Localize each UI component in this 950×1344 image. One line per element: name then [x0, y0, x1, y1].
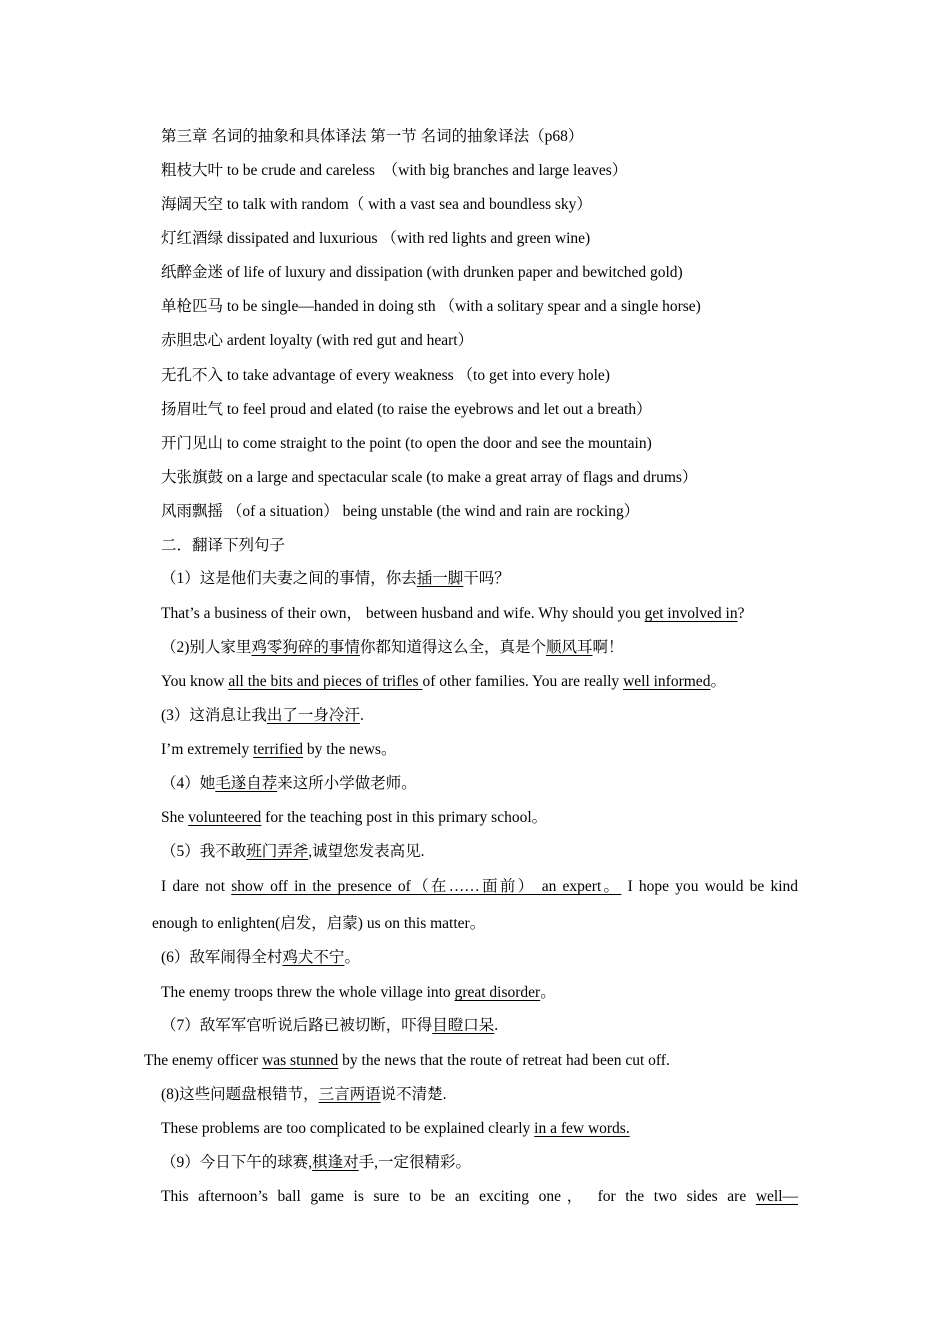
text-run: 赤胆忠心 ardent loyalty (with red gut and heart）: [161, 332, 474, 349]
underlined-phrase: great disorder: [454, 984, 541, 1001]
underlined-phrase: in a few words.: [534, 1120, 630, 1137]
text-run: 二．翻译下列句子: [161, 537, 286, 554]
underlined-phrase: well informed: [623, 673, 711, 690]
text-run: (8)这些问题盘根错节，: [161, 1086, 319, 1103]
text-run: for the teaching post in this primary school。: [261, 809, 548, 826]
text-run: 粗枝大叶 to be crude and careless （with big branches and large leaves）: [161, 162, 628, 179]
text-run: .: [359, 707, 364, 724]
text-run: 大张旗鼓 on a large and spectacular scale (to make a great array of flags and drums）: [161, 469, 698, 486]
text-run: 第三章 名词的抽象和具体译法 第一节 名词的抽象译法（p68）: [161, 128, 584, 145]
idiom-line: [161, 329, 473, 353]
underlined-phrase: all the bits and pieces of trifles: [228, 673, 423, 690]
text-run: That’s a business of their own， between husband and wife. Why should you: [161, 605, 645, 622]
text-run: .: [494, 1017, 499, 1034]
text-run: （2)别人家里: [161, 639, 252, 656]
text-run: 。: [344, 949, 360, 966]
exercise-english: [161, 738, 396, 762]
exercise-english: [161, 981, 556, 1005]
exercise-chinese: [161, 772, 417, 796]
text-run: 纸醉金迷 of life of luxury and dissipation (with drunken paper and bewitched gold): [161, 264, 683, 281]
text-run: I hope you would be kind: [621, 878, 799, 895]
text-run: She: [161, 809, 189, 826]
text-run: 扬眉吐气 to feel proud and elated (to raise the eyebrows and let out a breath）: [161, 401, 652, 418]
text-run: 说不清楚.: [380, 1086, 447, 1103]
exercise-chinese: [161, 704, 364, 728]
text-run: ?: [737, 605, 745, 622]
exercise-chinese: [161, 1014, 498, 1038]
exercise-english: [161, 875, 798, 899]
text-run: ,诚望您发表高见.: [308, 843, 425, 860]
section-heading: [161, 534, 285, 558]
text-run: （5）我不敢: [161, 843, 247, 860]
exercise-chinese: [161, 567, 510, 591]
text-run: You know: [161, 673, 229, 690]
underlined-phrase: 棋逢对: [312, 1154, 359, 1171]
text-run: The enemy officer: [144, 1052, 263, 1069]
text-run: （9）今日下午的球赛,: [161, 1154, 313, 1171]
idiom-line: [161, 295, 701, 319]
idiom-line: [161, 500, 639, 524]
chapter-heading: [161, 125, 583, 149]
text-run: 无孔不入 to take advantage of every weakness （to get into every hole): [161, 367, 610, 384]
text-run: （4）她: [161, 775, 216, 792]
idiom-line: [161, 227, 590, 251]
text-run: of other families. You are really: [422, 673, 624, 690]
text-run: 啊！: [592, 639, 624, 656]
text-run: I’m extremely: [161, 741, 254, 758]
underlined-phrase: 鸡犬不宁: [282, 949, 345, 966]
idiom-line: [161, 193, 592, 217]
exercise-chinese: [161, 1083, 446, 1107]
exercise-chinese: [161, 1151, 471, 1175]
idiom-line: [161, 432, 652, 456]
underlined-phrase: 鸡零狗碎的事情: [251, 639, 360, 656]
text-run: 手,一定很精彩。: [358, 1154, 472, 1171]
text-run: （1）这是他们夫妻之间的事情，你去: [161, 570, 417, 587]
text-run: These problems are too complicated to be explained clearly: [161, 1120, 535, 1137]
underlined-phrase: 顺风耳: [545, 639, 593, 656]
text-run: 。: [710, 673, 726, 690]
text-run: 风雨飘摇 （of a situation） being unstable (the wind and rain are rocking）: [161, 503, 640, 520]
underlined-phrase: 三言两语: [318, 1086, 381, 1103]
underlined-phrase: 目瞪口呆: [432, 1017, 495, 1034]
idiom-line: [161, 159, 627, 183]
text-run: 开门见山 to come straight to the point (to open the door and see the mountain): [161, 435, 652, 452]
underlined-phrase: 毛遂自荐: [215, 775, 278, 792]
text-run: 你都知道得这么全，真是个: [359, 639, 546, 656]
text-run: (3）这消息让我: [161, 707, 267, 724]
exercise-chinese: [161, 946, 360, 970]
underlined-phrase: terrified: [253, 741, 304, 758]
text-run: (6）敌军闹得全村: [161, 949, 283, 966]
underlined-phrase: was stunned: [262, 1052, 339, 1069]
text-run: by the news that the route of retreat had been cut off.: [338, 1052, 670, 1069]
text-run: The enemy troops threw the whole village into: [161, 984, 455, 1001]
idiom-line: [161, 364, 610, 388]
exercise-english: [161, 670, 726, 694]
text-run: enough to enlighten(启发，启蒙) us on this matter。: [152, 915, 486, 932]
text-run: This afternoon’s ball game is sure to be an exciting one， for the two sides are: [161, 1188, 756, 1205]
underlined-phrase: volunteered: [188, 809, 262, 826]
text-run: 单枪匹马 to be single—handed in doing sth （with a solitary spear and a single horse): [161, 298, 701, 315]
text-run: 海阔天空 to talk with random（ with a vast sea and boundless sky）: [161, 196, 592, 213]
text-run: （7）敌军军官听说后路已被切断，吓得: [161, 1017, 433, 1034]
text-run: 来这所小学做老师。: [277, 775, 417, 792]
exercise-english-continued: [152, 912, 485, 936]
underlined-phrase: get involved in: [644, 605, 738, 622]
text-run: by the news。: [303, 741, 397, 758]
underlined-phrase: show off in the presence of（在……面前） an expert。: [231, 878, 622, 895]
exercise-english: [161, 602, 744, 626]
underlined-phrase: 出了一身冷汗: [266, 707, 360, 724]
idiom-line: [161, 261, 683, 285]
exercise-english: [161, 1185, 798, 1209]
exercise-english: [161, 1117, 630, 1141]
text-run: I dare not: [161, 878, 232, 895]
idiom-line: [161, 398, 652, 422]
text-run: 灯红酒绿 dissipated and luxurious （with red lights and green wine): [161, 230, 591, 247]
underlined-phrase: 插一脚: [416, 570, 464, 587]
exercise-english: [144, 1049, 670, 1073]
text-run: 。: [540, 984, 556, 1001]
idiom-line: [161, 466, 697, 490]
exercise-english: [161, 806, 547, 830]
exercise-chinese: [161, 636, 623, 660]
underlined-phrase: well—: [755, 1188, 798, 1205]
text-run: 干吗？: [463, 570, 510, 587]
exercise-chinese: [161, 840, 425, 864]
underlined-phrase: 班门弄斧: [246, 843, 309, 860]
